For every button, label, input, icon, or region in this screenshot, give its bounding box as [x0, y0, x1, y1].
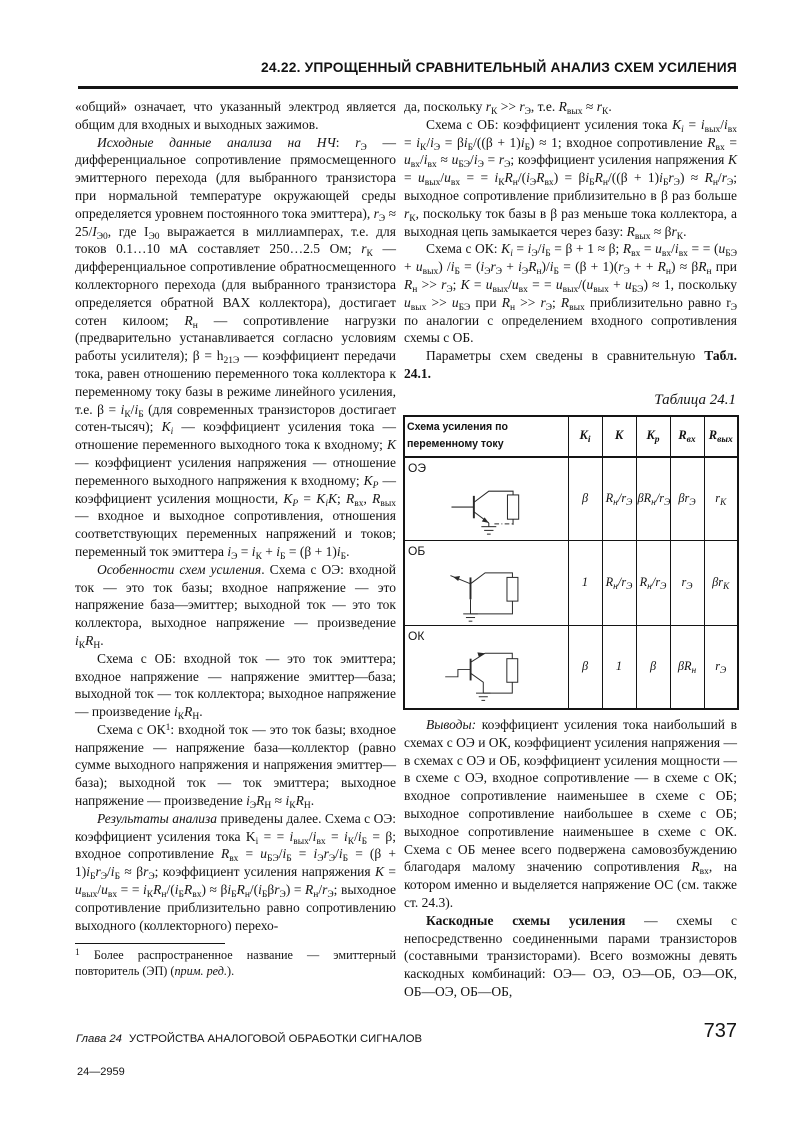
table-header-ki: $K_i$	[568, 416, 602, 458]
scheme-cell-ob	[404, 541, 568, 626]
table-header-k: K	[602, 416, 636, 458]
cell-ok-rin: $\beta R_н$	[670, 625, 704, 709]
common-base-schematic-icon	[416, 561, 556, 623]
paragraph: «общий» означает, что указанный электрод является общим для входных и выходных зажимов.	[75, 99, 396, 132]
chapter-title: УСТРОЙСТВА АНАЛОГОВОЙ ОБРАБОТКИ СИГНАЛОВ	[128, 1033, 423, 1045]
table-row-ok	[404, 625, 738, 709]
cell-oe-kp: $\beta R_н/r_Э$	[636, 457, 670, 541]
scheme-label-ob: ОБ	[408, 544, 426, 559]
paragraph: Схема с ОК: $K_i = i_Э/i_Б = \beta + 1 \approx \beta$; $R_{вх} = u_{вх}/i_{вх}$ = = $(u_{БЭ} + u_{вых}) /i_Б = (i_Эr_Э + i_ЭR_н)/i_Б = (\beta + 1)(r_Э$ + + $R_н) \approx \beta R_н$ при $R_н >> r_Э$; $K = u_{вых}/u_{вх}$ = = $u_{вых}/(u_{вых} + u_{БЭ}) \approx 1$, поскольку $u_{вых} >> u_{БЭ}$ при $R_н >> r_Э$; $R_{вых}$ приблизительно равно $r_Э$ по аналогии с определением входного сопротивления схемы с ОБ.	[404, 241, 737, 346]
cell-ok-ki: β	[568, 625, 602, 709]
common-emitter-schematic-icon	[416, 478, 556, 538]
footnote: $^1$ Более распространенное название — эмиттерный повторитель (ЭП) (прим. ред.).	[75, 948, 396, 979]
header-rule	[78, 86, 738, 89]
print-code: 24—2959	[77, 1066, 125, 1078]
table-row-oe	[404, 457, 738, 541]
cell-ob-k: $R_н/r_Э$	[602, 541, 636, 626]
cell-oe-ki: β	[568, 457, 602, 541]
scheme-cell-ok	[404, 625, 568, 709]
paragraph: Результаты анализа приведены далее. Схема с ОЭ: коэффициент усиления тока $K_i$ = = $i_{вых}/i_{вх} = i_К/i_Б = \beta$; входное сопротивление $R_{вх} = u_{БЭ}/i_Б = i_Эr_Э/i_Б = (\beta + 1)i_Бr_Э/i_Б \approx \beta r_Э$; коэффициент усиления напряжения $K = u_{вых}/u_{вх}$ = = $i_КR_н/(i_БR_{вх}) \approx \beta i_БR_н/(i_Б\beta r_Э) = R_н/r_Э$; выходное сопротивление приблизительно равно сопротивлению выходного (коллекторного) перехо-	[75, 810, 397, 933]
paragraph: Схема с $ОК^1$: входной ток — это ток базы; входное напряжение — напряжение база—коллектор (равно сумме выходного напряжения и напряжения эмиттер—база); выходной ток — ток эмиттера; выходное напряжение — произведение $i_ЭR_Н \approx i_КR_Н$.	[75, 721, 396, 812]
paragraph: Схема с ОБ: входной ток — это ток эмиттера; входное напряжение — напряжение эмиттер—база; выходной ток — ток коллектора; выходное напряжение — произведение $i_КR_Н$.	[75, 650, 396, 723]
table-header-row	[404, 416, 738, 458]
paragraph: Особенности схем усиления. Схема с ОЭ: входной ток — это ток базы; входное напряжение — это напряжение база—эмиттер; выходной ток — это ток коллектора, выходное напряжение — произведение $i_КR_Н$.	[75, 561, 396, 651]
paragraph: да, поскольку $r_К >> r_Э$, т.е. $R_{вых} \approx r_К$.	[404, 99, 612, 117]
table-header-scheme: Схема усиления по переменному току	[404, 416, 568, 458]
cell-ok-kp: β	[636, 625, 670, 709]
comparison-table	[403, 415, 739, 710]
cell-oe-rin: $\beta r_Э$	[670, 457, 704, 541]
cell-ob-rin: $r_Э$	[670, 541, 704, 626]
page-number: 737	[703, 1020, 737, 1042]
table-header-rout: $R_{вых}$	[704, 416, 738, 458]
table-row-ob	[404, 541, 738, 626]
paragraph: Выводы: коэффициент усиления тока наибольший в схемах с ОЭ и ОК, коэффициент усиления напряжения — в схемах с ОЭ и ОБ, коэффициент усиления мощности — в схеме с ОЭ, входное сопротивление — в схеме с ОК; входное сопротивление наименьшее в схеме с ОБ; выходное сопротивление наибольшее в схеме с ОБ; выходное сопротивление наименьшее в схеме с ОК. Схема с ОБ менее всего подвержена самовозбуждению благодаря малому значению сопротивления $R_{вх}$, на котором именно и выделяется напряжение ОС (см. также ст. 24.3).	[404, 716, 738, 910]
right-column	[404, 98, 737, 1001]
paragraph: Параметры схем сведены в сравнительную Табл. 24.1.	[404, 348, 737, 381]
cell-ok-rout: $r_Э$	[704, 625, 738, 709]
section-header-title: 24.22. УПРОЩЕННЫЙ СРАВНИТЕЛЬНЫЙ АНАЛИЗ СХЕМ УСИЛЕНИЯ	[261, 60, 737, 75]
left-column	[75, 98, 396, 980]
table-header-rin: $R_{вх}$	[670, 416, 704, 458]
scheme-label-oe: ОЭ	[408, 461, 426, 476]
table-caption: Таблица 24.1	[654, 391, 736, 408]
cell-oe-k: $R_н/r_Э$	[602, 457, 636, 541]
footnote-separator	[75, 943, 225, 944]
cell-ob-ki: 1	[568, 541, 602, 626]
cell-ob-kp: $R_н/r_Э$	[636, 541, 670, 626]
cell-oe-rout: $r_К$	[704, 457, 738, 541]
paragraph: Схема с ОБ: коэффициент усиления тока $K_i = i_{вых}/i_{вх} = i_К/i_Э = \beta i_Б/((\beta + 1)i_Б) \approx 1$; входное сопротивление $R_{вх} = u_{вх}/i_{вх} \approx u_{БЭ}/i_Э = r_Э$; коэффициент усиления напряжения $K = u_{вых}/u_{вх}$ = = $i_КR_н/(i_ЭR_{вх}) = \beta i_БR_н/((\beta + 1)i_Бr_Э) \approx R_н/r_Э$; выходное сопротивление приблизительно в β раз больше $r_К$, поскольку ток базы в β раз меньше тока коллектора, а выходная цепь замыкается через базу: $R_{вых} \approx \beta r_К$.	[404, 116, 737, 242]
cell-ok-k: 1	[602, 625, 636, 709]
paragraph: Каскодные схемы усиления — схемы с непосредственно соединенными парами транзисторов (составными транзисторами). Всего возможны девять каскодных комбинаций: ОЭ— ОЭ, ОЭ—ОБ, ОЭ—ОК, ОБ—ОЭ, ОБ—ОБ,	[404, 912, 737, 999]
cell-ob-rout: $\beta r_К$	[704, 541, 738, 626]
scheme-cell-oe	[404, 457, 568, 541]
scheme-label-ok: ОК	[408, 628, 425, 643]
table-header-kp: $K_p$	[636, 416, 670, 458]
paragraph: Исходные данные анализа на НЧ: $r_Э$ — дифференциальное сопротивление прямосмещенного эмиттерного перехода (для выбранного транзистора при нормальной температуре окружающей среды определяется уровнем постоянного тока эмиттера), $r_Э \approx 25/I_{Э0}$, где $I_{Э0}$ выражается в миллиамперах, т.е. для токов 0.1…10 мА составляет 250…2.5 Ом; $r_К$ — дифференциальное сопротивление обратносмещенного коллекторного перехода (для выбранного транзистора определяется обратной ВАХ коллектора), достигает сотен килоом; $R_н$ — сопротивление нагрузки (предварительно устанавливается согласно условиям работы усилителя); $\beta = h_{21Э}$ — коэффициент передачи тока, равен отношению переменного тока коллектора к переменному току базы в режиме линейного усиления, т.е. $\beta = i_К/i_Б$ (для современных транзисторов достигает сотен-тысяч); $K_i$ — коэффициент усиления тока — отношение переменного выходного тока к входному; K — коэффициент усиления напряжения — отношение переменного выходного напряжения к входному; $K_P$ — коэффициент усиления мощности, $K_P = K_iK$; $R_{вх}$, $R_{вых}$ — входное и выходное сопротивления, отношения соответствующих переменных напряжений и токов; переменный ток эмиттера $i_Э = i_К + i_Б = (\beta + 1)i_Б$.	[75, 134, 397, 562]
running-footer	[76, 1033, 422, 1045]
chapter-label: Глава 24	[76, 1033, 122, 1045]
common-collector-schematic-icon	[416, 646, 556, 704]
